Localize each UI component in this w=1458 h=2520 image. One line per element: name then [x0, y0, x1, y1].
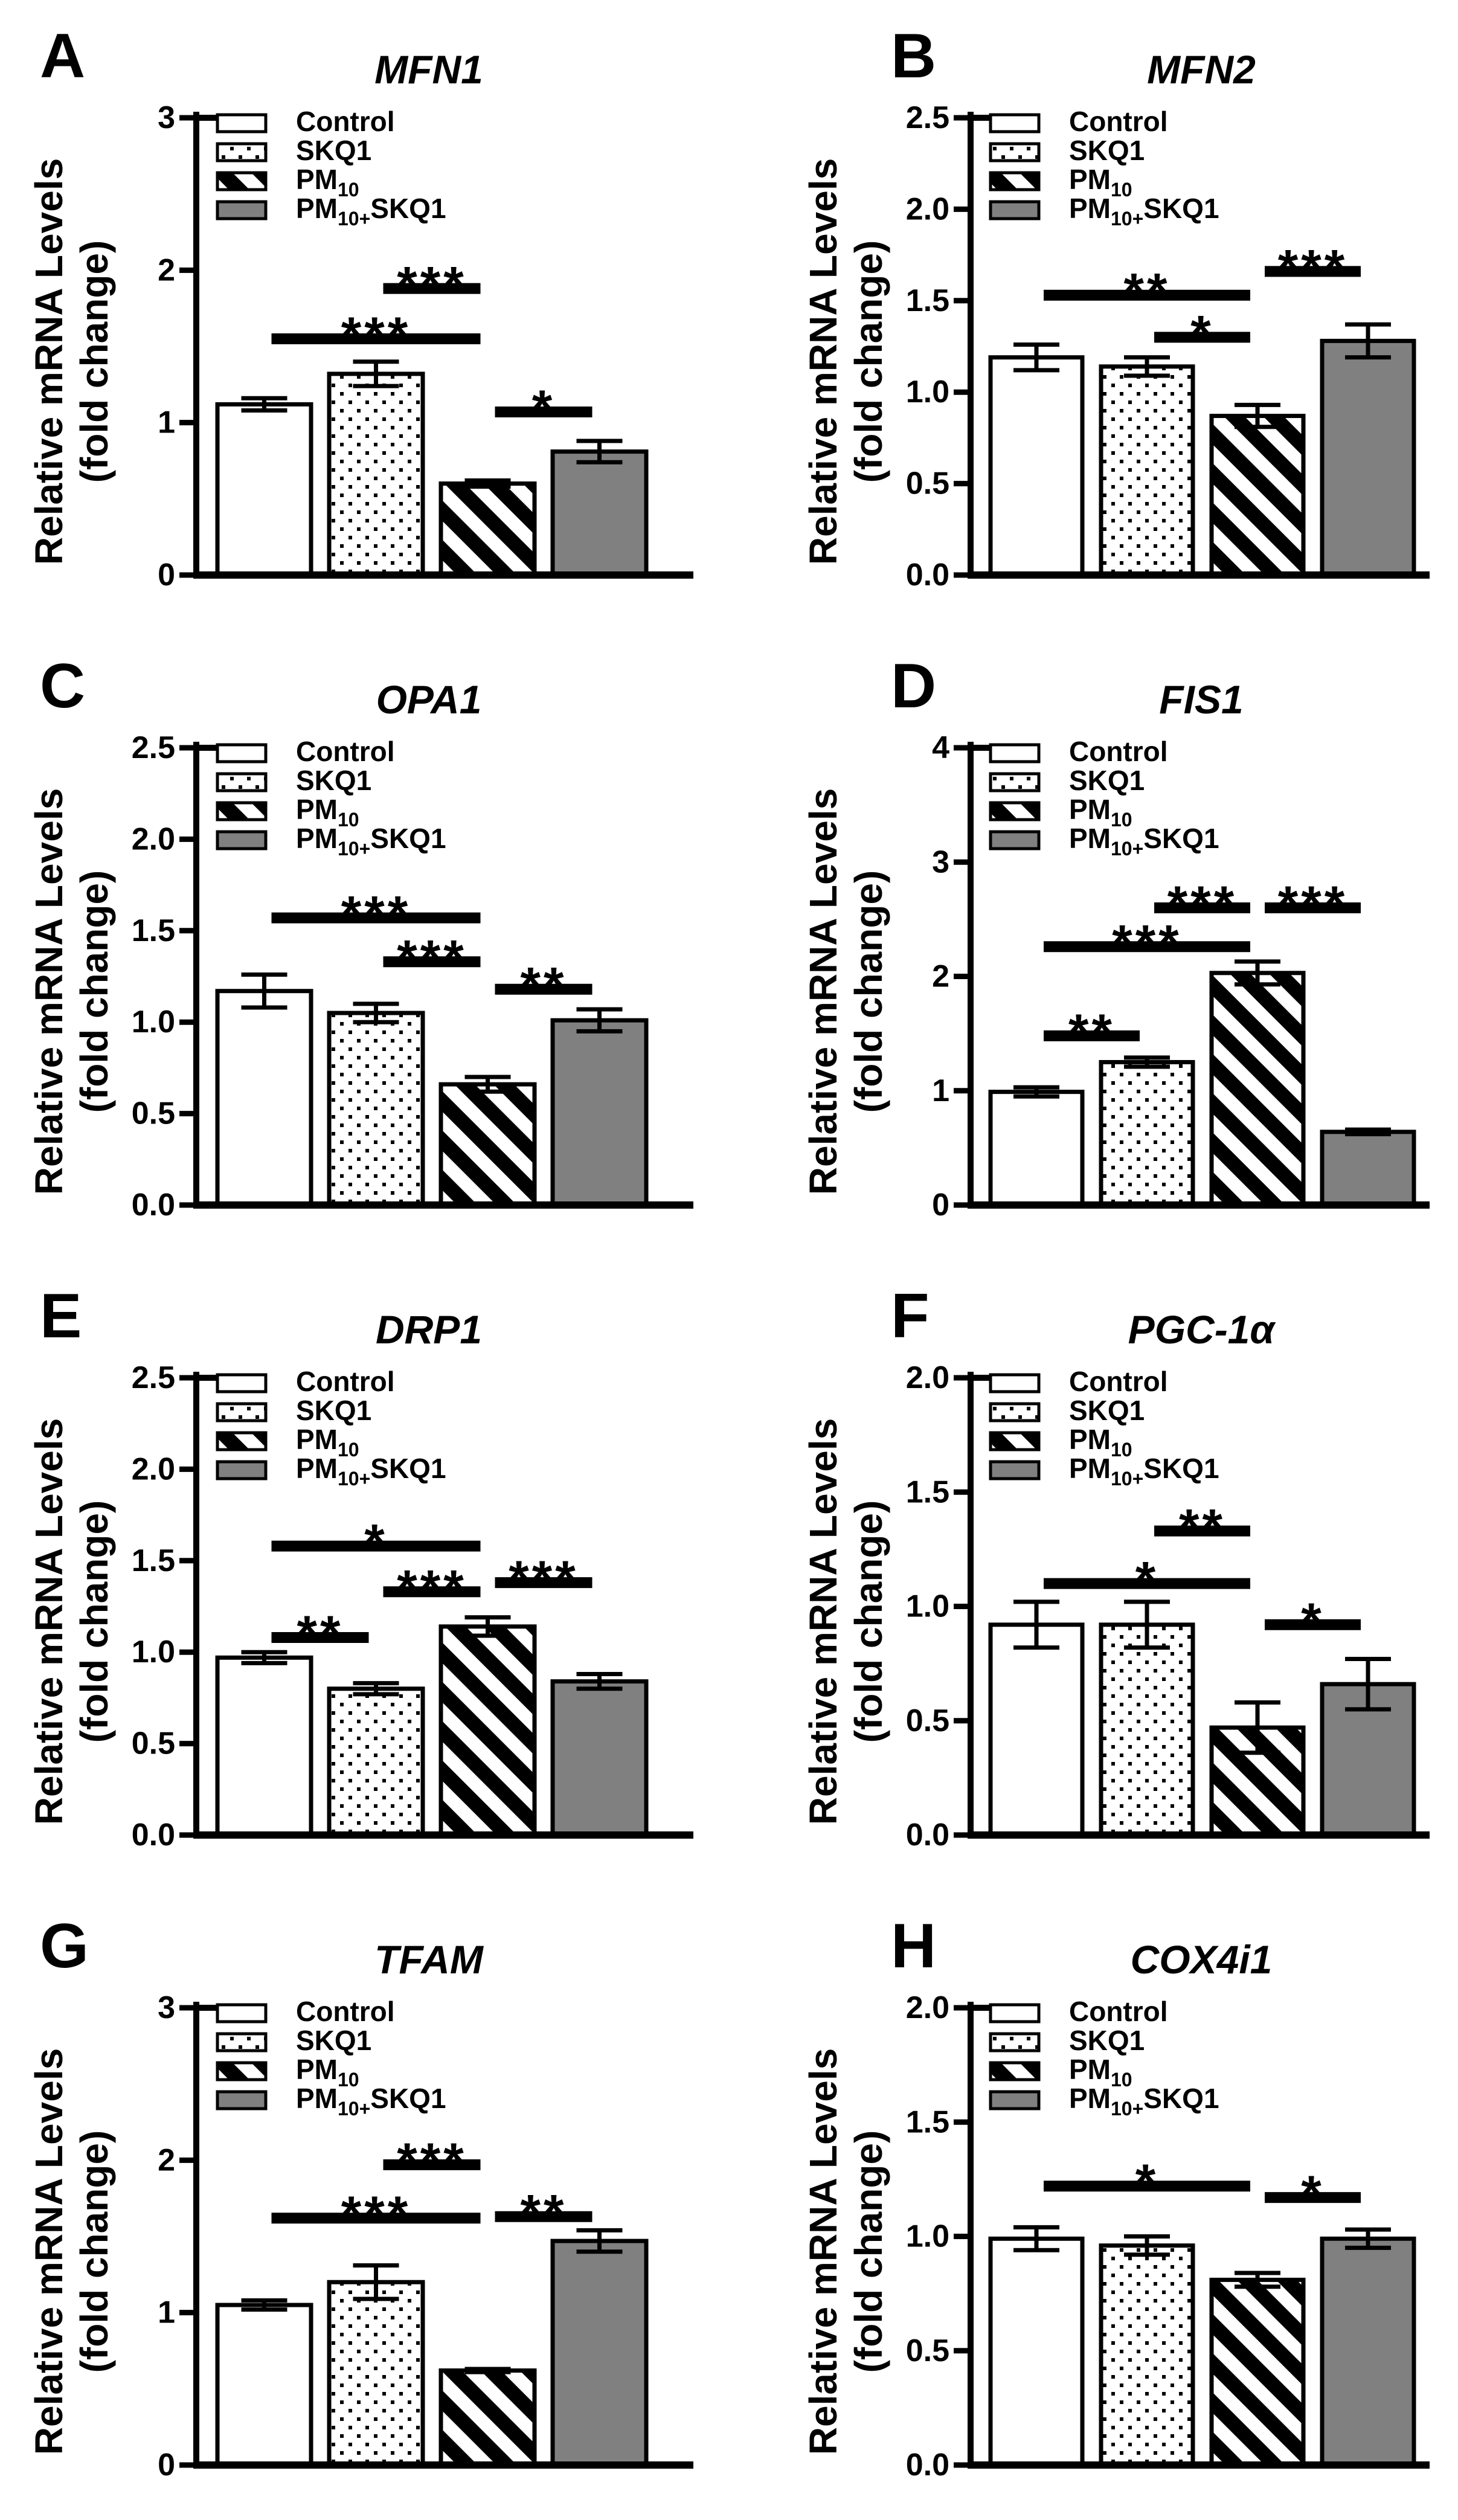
- y-tick-label: 2.5: [131, 730, 175, 765]
- legend-label-control: Control: [1069, 1996, 1168, 2027]
- y-tick-label: 2.5: [131, 1360, 175, 1395]
- legend-label-skq1: SKQ1: [1069, 765, 1145, 796]
- bar-control: [991, 1092, 1082, 1205]
- panel-title: MFN1: [374, 47, 483, 92]
- legend-label-pm10: $PM_{10}$: [296, 1424, 359, 1461]
- legend-label-pm10: $PM_{10}$: [1069, 1424, 1132, 1461]
- bar-pm10: [441, 484, 535, 575]
- y-axis-label-line2: (fold change): [72, 1500, 116, 1743]
- legend-label-skq1: SKQ1: [1069, 2025, 1145, 2056]
- y-tick-label: 0.5: [905, 466, 949, 501]
- legend-swatch-pm10: [991, 2063, 1039, 2080]
- y-tick-label: 0: [158, 2448, 175, 2483]
- significance-stars: ***: [341, 2186, 411, 2245]
- legend-label-pm10: $PM_{10}$: [296, 164, 359, 201]
- legend-swatch-pm10: [217, 1433, 266, 1450]
- legend-label-pm10-skq1: $PM_{10+}SKQ1$: [296, 2083, 446, 2120]
- legend-swatch-skq1: [217, 774, 266, 791]
- legend-swatch-pm10-skq1: [991, 2092, 1039, 2109]
- y-axis-label-line2: (fold change): [847, 240, 890, 483]
- legend-label-skq1: SKQ1: [296, 765, 372, 796]
- bar-control: [991, 2239, 1082, 2465]
- significance-stars: **: [1179, 1499, 1225, 1557]
- panel-letter: D: [891, 651, 937, 721]
- bar-pm10-skq1: [1322, 341, 1414, 575]
- bar-pm10: [1212, 416, 1303, 575]
- bar-skq1: [329, 1689, 423, 1835]
- significance-stars: ***: [1167, 875, 1238, 934]
- y-tick-label: 2: [932, 959, 949, 994]
- y-tick-label: 1.5: [131, 913, 175, 948]
- bar-pm10-skq1: [1322, 2239, 1414, 2465]
- y-tick-label: 1.0: [131, 1634, 175, 1670]
- y-tick-label: 0.0: [131, 1188, 175, 1223]
- panel-g-tfam: [0, 1890, 729, 2520]
- significance-stars: ***: [1277, 239, 1348, 298]
- legend-label-skq1: SKQ1: [1069, 1395, 1145, 1426]
- bar-skq1: [1101, 367, 1193, 575]
- legend-swatch-pm10-skq1: [217, 202, 266, 219]
- y-tick-label: 1.0: [131, 1004, 175, 1040]
- significance-stars: ***: [509, 1551, 579, 1609]
- legend-swatch-skq1: [217, 2034, 266, 2051]
- significance-stars: *: [1301, 2165, 1325, 2224]
- legend-swatch-pm10-skq1: [991, 1462, 1039, 1479]
- bar-skq1: [329, 2282, 423, 2465]
- bar-pm10-skq1: [553, 452, 646, 575]
- panel-d-fis1: [729, 630, 1458, 1260]
- y-tick-label: 1.0: [905, 1589, 949, 1624]
- y-tick-label: 1.0: [905, 2219, 949, 2254]
- significance-stars: **: [297, 1605, 344, 1663]
- legend-label-pm10-skq1: $PM_{10+}SKQ1$: [296, 823, 446, 860]
- y-tick-label: 3: [158, 1990, 175, 2025]
- y-tick-label: 3: [932, 844, 949, 880]
- y-axis-label-line1: Relative mRNA Levels: [27, 788, 71, 1195]
- panel-b-mfn2: [729, 0, 1458, 630]
- legend-label-pm10: $PM_{10}$: [1069, 2054, 1132, 2091]
- legend-label-pm10-skq1: $PM_{10+}SKQ1$: [296, 193, 446, 230]
- significance-stars: ***: [341, 886, 411, 944]
- bar-control: [991, 1625, 1082, 1835]
- legend-swatch-control: [217, 745, 266, 762]
- panel-letter: G: [40, 1911, 89, 1981]
- panel-title: PGC-1α: [1128, 1307, 1275, 1352]
- panel-a-mfn1: [0, 0, 729, 630]
- y-axis-label-line1: Relative mRNA Levels: [801, 1418, 845, 1825]
- legend-label-skq1: SKQ1: [296, 2025, 372, 2056]
- legend-label-control: Control: [1069, 1366, 1168, 1397]
- y-tick-label: 2.0: [905, 191, 949, 227]
- legend-swatch-pm10: [217, 2063, 266, 2080]
- panel-title: DRP1: [375, 1307, 483, 1352]
- legend-swatch-control: [217, 115, 266, 132]
- legend-swatch-pm10: [991, 1433, 1039, 1450]
- legend-label-control: Control: [296, 1996, 395, 2027]
- legend-swatch-pm10: [991, 803, 1039, 820]
- y-tick-label: 2.0: [131, 821, 175, 857]
- y-tick-label: 3: [158, 100, 175, 135]
- legend-label-pm10: $PM_{10}$: [1069, 794, 1132, 831]
- y-tick-label: 2: [158, 2142, 175, 2178]
- y-tick-label: 1.0: [905, 374, 949, 410]
- legend-label-skq1: SKQ1: [296, 135, 372, 166]
- significance-stars: *: [531, 380, 556, 439]
- bar-pm10-skq1: [553, 1682, 646, 1835]
- bar-control: [217, 404, 311, 575]
- significance-stars: **: [520, 957, 567, 1015]
- bar-pm10: [441, 1627, 535, 1835]
- bar-skq1: [329, 1013, 423, 1205]
- panel-f-pgc1a: [729, 1260, 1458, 1890]
- significance-stars: **: [520, 2184, 567, 2243]
- bar-control: [217, 1657, 311, 1835]
- y-axis-label-line2: (fold change): [72, 240, 116, 483]
- panel-title: TFAM: [374, 1937, 483, 1982]
- y-tick-label: 2.0: [131, 1451, 175, 1487]
- chart-mfn1: [0, 0, 729, 630]
- chart-mfn2: [729, 0, 1458, 630]
- legend-swatch-pm10-skq1: [217, 2092, 266, 2109]
- significance-stars: *: [1135, 2154, 1159, 2213]
- legend-swatch-pm10-skq1: [991, 832, 1039, 849]
- y-tick-label: 0.5: [905, 1703, 949, 1738]
- legend-label-pm10-skq1: $PM_{10+}SKQ1$: [1069, 823, 1219, 860]
- panel-letter: A: [40, 21, 86, 91]
- bar-skq1: [329, 374, 423, 575]
- legend-swatch-skq1: [991, 144, 1039, 161]
- panel-letter: B: [891, 21, 937, 91]
- y-axis-label-line2: (fold change): [72, 870, 116, 1113]
- significance-stars: *: [1135, 1551, 1159, 1610]
- legend-swatch-control: [217, 2005, 266, 2022]
- bar-control: [991, 358, 1082, 575]
- y-axis-label-line1: Relative mRNA Levels: [801, 158, 845, 565]
- legend-swatch-pm10: [217, 803, 266, 820]
- legend-label-control: Control: [296, 106, 395, 137]
- y-axis-label-line1: Relative mRNA Levels: [801, 2048, 845, 2455]
- y-tick-label: 0.5: [905, 2333, 949, 2368]
- legend-label-control: Control: [1069, 106, 1168, 137]
- bar-skq1: [1101, 1062, 1193, 1205]
- bar-control: [217, 2305, 311, 2465]
- y-tick-label: 0.0: [905, 2448, 949, 2483]
- legend-label-pm10-skq1: $PM_{10+}SKQ1$: [1069, 2083, 1219, 2120]
- significance-stars: *: [1190, 305, 1214, 364]
- legend-label-control: Control: [1069, 736, 1168, 767]
- bar-pm10: [1212, 2280, 1303, 2465]
- y-tick-label: 0.5: [131, 1096, 175, 1131]
- legend-label-pm10-skq1: $PM_{10+}SKQ1$: [1069, 1453, 1219, 1490]
- y-axis-label-line2: (fold change): [847, 2130, 890, 2373]
- significance-stars: *: [364, 1514, 388, 1572]
- panel-e-drp1: [0, 1260, 729, 1890]
- bar-pm10-skq1: [1322, 1132, 1414, 1205]
- legend-swatch-pm10: [991, 173, 1039, 190]
- panel-letter: H: [891, 1911, 937, 1981]
- bar-skq1: [1101, 1625, 1193, 1835]
- panel-letter: F: [891, 1281, 930, 1351]
- bar-pm10: [441, 2371, 535, 2465]
- y-tick-label: 1: [932, 1073, 949, 1108]
- y-axis-label-line2: (fold change): [72, 2130, 116, 2373]
- legend-label-pm10: $PM_{10}$: [296, 794, 359, 831]
- bar-pm10: [441, 1084, 535, 1205]
- y-tick-label: 0.0: [905, 1818, 949, 1853]
- significance-stars: **: [1123, 263, 1171, 321]
- y-tick-label: 2.0: [905, 1360, 949, 1395]
- panel-title: FIS1: [1159, 677, 1244, 722]
- legend-label-pm10: $PM_{10}$: [296, 2054, 359, 2091]
- significance-stars: *: [1301, 1592, 1325, 1651]
- y-tick-label: 1: [158, 2295, 175, 2330]
- legend-swatch-pm10-skq1: [991, 202, 1039, 219]
- chart-tfam: [0, 1890, 729, 2520]
- significance-stars: ***: [341, 306, 411, 365]
- panel-letter: C: [40, 651, 86, 721]
- legend-label-pm10-skq1: $PM_{10+}SKQ1$: [1069, 193, 1219, 230]
- y-tick-label: 2.0: [905, 1990, 949, 2025]
- legend-swatch-skq1: [991, 774, 1039, 791]
- y-axis-label-line2: (fold change): [847, 870, 890, 1113]
- y-tick-label: 0.0: [905, 558, 949, 593]
- y-tick-label: 1.5: [905, 283, 949, 318]
- significance-stars: ***: [397, 1560, 467, 1618]
- y-tick-label: 1.5: [905, 2104, 949, 2140]
- bar-pm10-skq1: [553, 1020, 646, 1205]
- significance-stars: ***: [397, 930, 467, 988]
- legend-swatch-skq1: [217, 144, 266, 161]
- y-axis-label-line1: Relative mRNA Levels: [27, 158, 71, 565]
- legend-swatch-pm10-skq1: [217, 1462, 266, 1479]
- legend-label-skq1: SKQ1: [1069, 135, 1145, 166]
- y-tick-label: 1.5: [905, 1474, 949, 1510]
- panel-title: MFN2: [1147, 47, 1256, 92]
- significance-stars: ***: [1277, 875, 1348, 934]
- legend-swatch-control: [991, 115, 1039, 132]
- significance-stars: ***: [397, 2132, 467, 2191]
- panel-title: COX4i1: [1130, 1937, 1273, 1982]
- significance-stars: ***: [397, 256, 467, 315]
- legend-swatch-control: [991, 2005, 1039, 2022]
- panel-c-opa1: [0, 630, 729, 1260]
- chart-fis1: [729, 630, 1458, 1260]
- y-axis-label-line1: Relative mRNA Levels: [27, 1418, 71, 1825]
- significance-stars: **: [1068, 1003, 1115, 1062]
- y-tick-label: 4: [932, 730, 949, 765]
- bar-skq1: [1101, 2246, 1193, 2465]
- bar-control: [217, 991, 311, 1205]
- legend-swatch-skq1: [991, 2034, 1039, 2051]
- chart-drp1: [0, 1260, 729, 1890]
- panel-title: OPA1: [376, 677, 482, 722]
- y-tick-label: 1.5: [131, 1543, 175, 1578]
- y-tick-label: 0.0: [131, 1818, 175, 1853]
- bar-pm10: [1212, 973, 1303, 1205]
- legend-swatch-skq1: [217, 1404, 266, 1421]
- legend-label-pm10-skq1: $PM_{10+}SKQ1$: [296, 1453, 446, 1490]
- panel-letter: E: [40, 1281, 82, 1351]
- y-axis-label-line1: Relative mRNA Levels: [27, 2048, 71, 2455]
- legend-swatch-pm10-skq1: [217, 832, 266, 849]
- significance-stars: ***: [1112, 914, 1182, 973]
- y-axis-label-line1: Relative mRNA Levels: [801, 788, 845, 1195]
- legend-label-control: Control: [296, 1366, 395, 1397]
- legend-label-control: Control: [296, 736, 395, 767]
- panel-h-cox4i1: [729, 1890, 1458, 2520]
- legend-swatch-control: [991, 1375, 1039, 1392]
- y-axis-label-line2: (fold change): [847, 1500, 890, 1743]
- legend-swatch-skq1: [991, 1404, 1039, 1421]
- y-tick-label: 1: [158, 405, 175, 440]
- chart-opa1: [0, 630, 729, 1260]
- legend-label-skq1: SKQ1: [296, 1395, 372, 1426]
- legend-swatch-control: [217, 1375, 266, 1392]
- y-tick-label: 2: [158, 252, 175, 288]
- y-tick-label: 0: [158, 558, 175, 593]
- y-tick-label: 0.5: [131, 1726, 175, 1761]
- legend-swatch-control: [991, 745, 1039, 762]
- chart-pgc1a: [729, 1260, 1458, 1890]
- chart-cox4i1: [729, 1890, 1458, 2520]
- legend-label-pm10: $PM_{10}$: [1069, 164, 1132, 201]
- legend-swatch-pm10: [217, 173, 266, 190]
- bar-pm10-skq1: [553, 2241, 646, 2465]
- y-tick-label: 2.5: [905, 100, 949, 135]
- y-tick-label: 0: [932, 1188, 949, 1223]
